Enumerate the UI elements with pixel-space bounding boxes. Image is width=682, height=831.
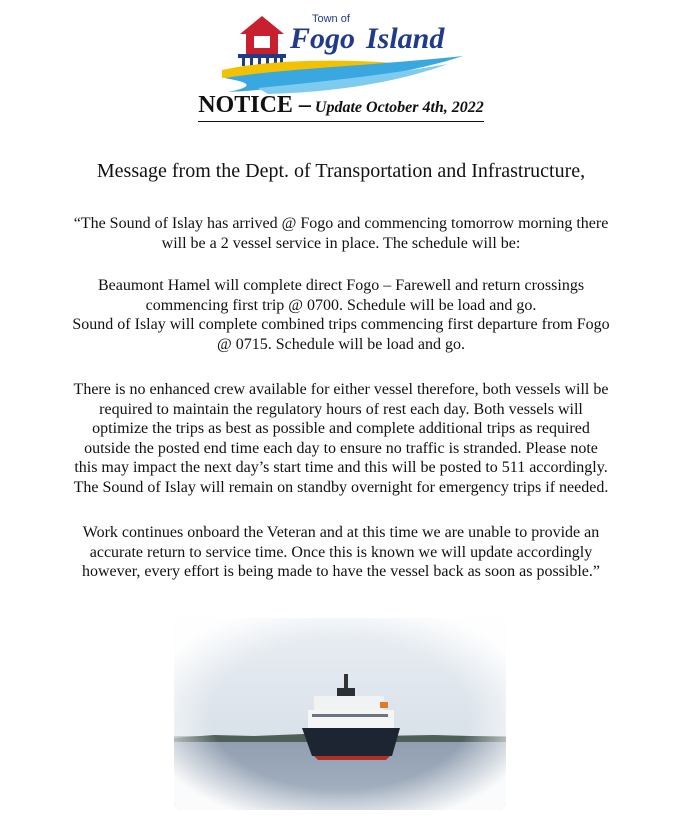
- text-line: commencing first trip @ 0700. Schedule will be load and go.: [145, 296, 537, 314]
- text-line: this may impact the next day’s start time and this will be posted to 511 accordingly.: [74, 459, 608, 477]
- town-logo-graphic: [218, 8, 468, 98]
- text-line: will be a 2 vessel service in place. The schedule will be:: [161, 234, 521, 252]
- notice-title: NOTICE –: [198, 92, 311, 118]
- text-line: optimize the trips as best as possible and complete additional trips as required: [92, 420, 590, 438]
- text-line: outside the posted end time each day to ensure no traffic is stranded. Please note: [84, 439, 598, 457]
- house-icon: [238, 16, 286, 66]
- ferry-photo: [174, 618, 506, 810]
- text-line: Beaumont Hamel will complete direct Fogo – Farewell and return crossings: [97, 277, 585, 294]
- text-line: “The Sound of Islay has arrived @ Fogo and commencing tomorrow morning there: [73, 215, 609, 232]
- text-line: There is no enhanced crew available for either vessel therefore, both vessels will be: [73, 381, 609, 398]
- logo-name-island: Island: [366, 22, 445, 55]
- logo-name-fogo: Fogo: [290, 22, 356, 55]
- notice-update-date: Update October 4th, 2022: [314, 99, 484, 116]
- intro-line: Message from the Dept. of Transportation and Infrastructure,: [96, 160, 586, 182]
- text-line: The Sound of Islay will remain on standby overnight for emergency trips if needed.: [73, 478, 609, 496]
- text-line: required to maintain the regulatory hours of rest each day. Both vessels will: [99, 400, 583, 418]
- paragraph-arrival: [28, 214, 654, 253]
- paragraph-schedule: [28, 276, 654, 354]
- paragraph-veteran: [28, 523, 654, 582]
- text-line: however, every effort is being made to have the vessel back as soon as possible.”: [81, 563, 600, 581]
- town-logo: [218, 8, 468, 98]
- logo-prefix: Town of: [312, 13, 350, 25]
- text-line: @ 0715. Schedule will be load and go.: [216, 335, 466, 353]
- text-line: Work continues onboard the Veteran and at this time we are unable to provide an: [82, 524, 600, 541]
- ferry-photo-graphic: [174, 618, 506, 810]
- text-line: accurate return to service time. Once this is known we will update accordingly: [89, 543, 593, 561]
- notice-heading: [0, 93, 682, 122]
- text-line: Sound of Islay will complete combined trips commencing first departure from Fogo: [72, 316, 610, 334]
- paragraph-crew: [28, 380, 654, 498]
